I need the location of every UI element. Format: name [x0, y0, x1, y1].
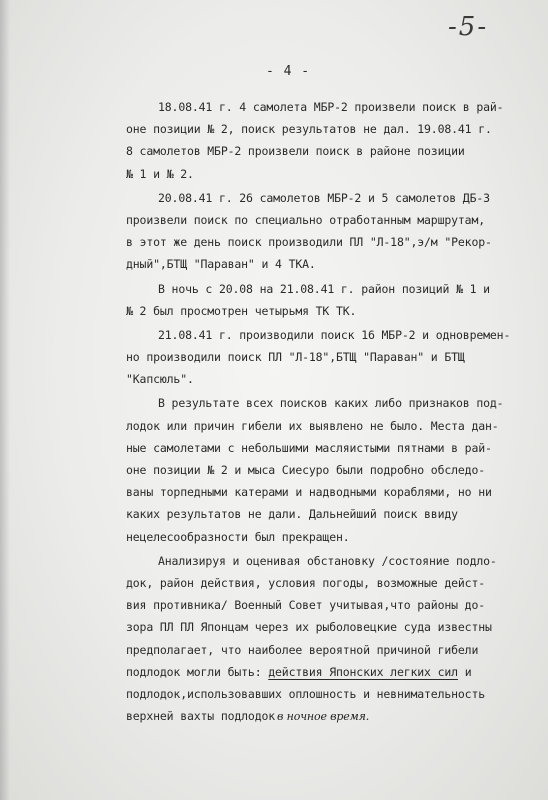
text-line: ные самолетами с небольшими масляистыми пятнами в рай- [126, 440, 492, 455]
text-line: № 1 и № 2. [126, 166, 194, 181]
text-line: Анализируя и оценивая обстановку /состояние подло- [158, 553, 497, 568]
typed-page-number: - 4 - [266, 64, 311, 79]
paragraph-1 [126, 96, 546, 185]
text-segment: подлодок могли быть: [126, 664, 269, 679]
text-line [126, 705, 546, 727]
text-line: произвели поиск по специально отработанным маршрутам, [126, 212, 486, 227]
text-line: вия противника/ Военный Совет учитывая,что районы до- [126, 598, 486, 613]
paragraph-6 [126, 550, 546, 728]
handwritten-annotation: в ночное время. [277, 710, 370, 724]
text-line: дный",БТЩ "Параван" и 4 ТКА. [126, 257, 316, 272]
handwritten-page-number: -5- [448, 12, 489, 42]
text-line: нецелесообразности был прекращен. [126, 529, 350, 544]
text-line: В результате всех поисков каких либо признаков под- [158, 396, 504, 411]
text-line: 20.08.41 г. 26 самолетов МБР-2 и 5 самолетов ДБ-3 [158, 190, 490, 205]
text-line: зора ПЛ ПЛ Японцам через их рыболовецкие суда известны [126, 620, 492, 635]
text-line: предполагает, что наиболее вероятной причиной гибели [126, 642, 479, 657]
paragraph-2 [126, 187, 546, 276]
text-line: В ночь с 20.08 на 21.08.41 г. район позиций № 1 и [158, 281, 490, 296]
text-line: "Капсюль". [126, 372, 194, 387]
underlined-text: действия Японских легких сил [268, 664, 458, 679]
text-line: 21.08.41 г. производили поиск 16 МБР-2 и одновремен- [158, 327, 511, 342]
text-segment: верхней вахты подлодок [126, 709, 276, 724]
paragraph-3 [126, 278, 546, 322]
text-segment: и [457, 664, 472, 679]
text-line: каких результатов не дали. Дальнейший поиск ввиду [126, 507, 458, 522]
text-line: оне позиции № 2 и мыса Сиесуро были подробно обследо- [126, 463, 486, 477]
text-line: 8 самолетов МБР-2 произвели поиск в районе позиции [126, 144, 465, 159]
text-line: док, район действия, условия погоды, возможные дейст- [126, 575, 486, 590]
text-line: ваны торпедными катерами и надводными кораблями, но ни [126, 485, 492, 500]
scan-edge-shadow [0, 0, 10, 800]
paragraph-4 [126, 324, 546, 391]
document-body [126, 96, 546, 727]
text-line: оне позиции № 2, поиск результатов не дал. 19.08.41 г. [126, 122, 492, 137]
text-line: в этот же день поиск производили ПЛ "Л-18",э/м "Рекор- [126, 235, 492, 250]
text-line [126, 661, 546, 683]
text-line: № 2 был просмотрен четырьмя ТК ТК. [126, 303, 357, 318]
text-line: 18.08.41 г. 4 самолета МБР-2 произвели поиск в рай- [158, 100, 504, 114]
text-line: но производили поиск ПЛ "Л-18",БТЩ "Параван" и БТЩ [126, 350, 465, 365]
text-line: подлодок,использовавших оплошность и невнимательность [126, 686, 486, 701]
paragraph-5 [126, 392, 546, 547]
text-line: лодок или причин гибели их выявлено не было. Места дан- [126, 418, 499, 433]
